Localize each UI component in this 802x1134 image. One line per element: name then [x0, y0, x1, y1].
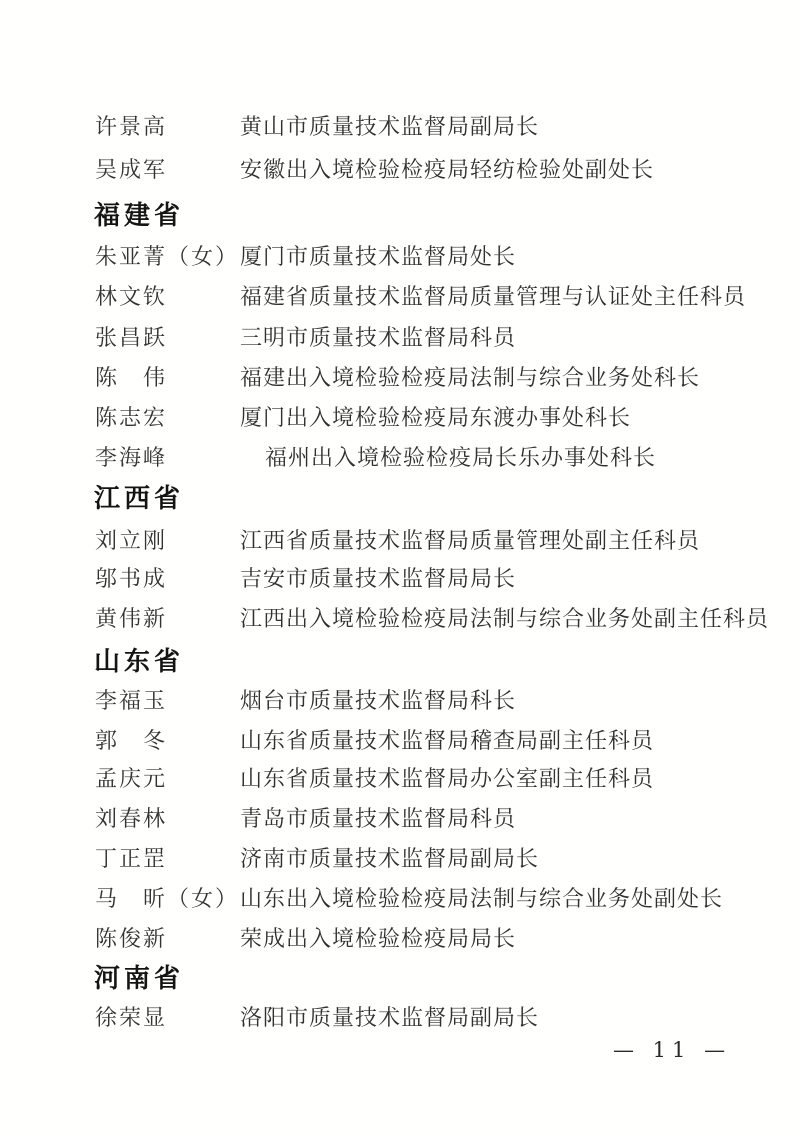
entry-row — [95, 727, 654, 757]
entry-row — [95, 444, 656, 474]
province-header: 河南省 — [94, 964, 185, 994]
person-title: 福州出入境检验检疫局长乐办事处科长 — [265, 446, 657, 471]
entry-row — [95, 243, 516, 273]
person-name: 丁正罡 — [95, 847, 168, 872]
person-title: 厦门市质量技术监督局处长 — [240, 245, 517, 270]
person-name: 张昌跃 — [95, 326, 168, 351]
province-header: 福建省 — [94, 201, 185, 231]
entry-row — [95, 404, 631, 434]
person-title: 三明市质量技术监督局科员 — [240, 326, 517, 351]
person-name: 李海峰 — [95, 446, 168, 471]
person-name: 刘立刚 — [95, 529, 168, 554]
entry-row — [95, 605, 769, 635]
person-name: 林文钦 — [95, 285, 168, 310]
entry-row — [95, 324, 516, 354]
entry-row — [95, 1004, 539, 1034]
entry-row — [95, 805, 516, 835]
person-title: 福建出入境检验检疫局法制与综合业务处科长 — [240, 366, 701, 391]
entry-row — [95, 687, 516, 717]
person-name: 孟庆元 — [95, 767, 168, 792]
person-name: 刘春林 — [95, 807, 168, 832]
person-title: 青岛市质量技术监督局科员 — [240, 807, 517, 832]
person-name: 朱亚菁（女） — [95, 245, 240, 270]
entry-row — [95, 845, 539, 875]
page-number: — 11 — — [613, 1038, 732, 1062]
person-name: 李福玉 — [95, 689, 168, 714]
person-title: 洛阳市质量技术监督局副局长 — [240, 1006, 540, 1031]
person-title: 江西出入境检验检疫局法制与综合业务处副主任科员 — [240, 607, 770, 632]
person-title: 荣成出入境检验检疫局局长 — [240, 927, 517, 952]
entry-row — [95, 527, 700, 557]
person-title: 厦门出入境检验检疫局东渡办事处科长 — [240, 406, 632, 431]
entry-row — [95, 765, 654, 795]
person-title: 江西省质量技术监督局质量管理处副主任科员 — [240, 529, 701, 554]
person-title: 济南市质量技术监督局副局长 — [240, 847, 540, 872]
person-title: 黄山市质量技术监督局副局长 — [240, 115, 540, 140]
person-name: 邬书成 — [95, 567, 168, 592]
person-name: 黄伟新 — [95, 607, 168, 632]
person-name: 徐荣显 — [95, 1006, 168, 1031]
person-title: 山东省质量技术监督局稽查局副主任科员 — [240, 729, 655, 754]
province-header: 江西省 — [94, 484, 185, 514]
entry-row — [95, 565, 516, 595]
person-title: 福建省质量技术监督局质量管理与认证处主任科员 — [240, 285, 747, 310]
person-title: 安徽出入境检验检疫局轻纺检验处副处长 — [240, 158, 655, 183]
person-name: 吴成军 — [95, 158, 168, 183]
entry-row — [95, 885, 723, 915]
entry-row — [95, 113, 539, 143]
entry-row — [95, 925, 516, 955]
person-name: 郭 冬 — [95, 729, 168, 754]
entry-row — [95, 364, 700, 394]
person-name: 许景高 — [95, 115, 168, 140]
person-name: 陈志宏 — [95, 406, 168, 431]
person-name: 陈 伟 — [95, 366, 168, 391]
person-title: 山东省质量技术监督局办公室副主任科员 — [240, 767, 655, 792]
person-name: 陈俊新 — [95, 927, 168, 952]
person-name: 马 昕（女） — [95, 887, 240, 912]
person-title: 吉安市质量技术监督局局长 — [240, 567, 517, 592]
province-header: 山东省 — [94, 647, 185, 677]
entry-row — [95, 156, 654, 186]
entry-row — [95, 283, 746, 313]
person-title: 烟台市质量技术监督局科长 — [240, 689, 517, 714]
person-title: 山东出入境检验检疫局法制与综合业务处副处长 — [240, 887, 724, 912]
